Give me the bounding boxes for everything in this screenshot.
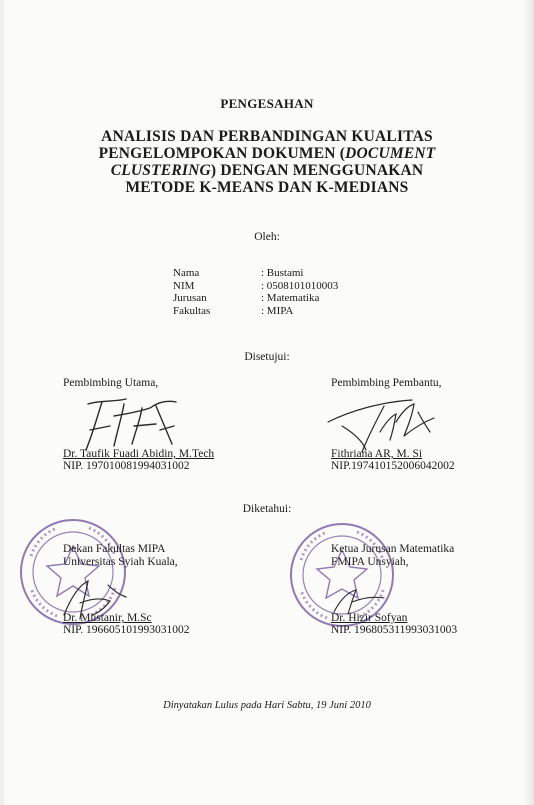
dean-role-line2: Universitas Syiah Kuala, [63, 556, 178, 568]
head-of-department-nip: NIP. 196805311993031003 [331, 624, 458, 636]
dean-nip: NIP. 196605101993031002 [63, 624, 190, 636]
supervisor-assistant-signature [322, 392, 442, 456]
by-label: Oleh: [254, 231, 280, 243]
supervisor-main-nip: NIP. 197010081994031002 [63, 460, 190, 472]
head-of-department-name: Dr. Hizir Sofyan [331, 612, 408, 624]
supervisor-main-name: Dr. Taufik Fuadi Abidin, M.Tech [63, 448, 215, 460]
supervisor-assistant-name: Fithriana AR, M. Si [331, 448, 423, 460]
thesis-title [60, 128, 474, 196]
head-of-department-role-line1: Ketua Jurusan Matematika [331, 543, 455, 555]
title-line: PENGELOMPOKAN DOKUMEN (DOCUMENT [98, 145, 436, 162]
paper-edge-left [0, 0, 4, 805]
info-row-nim: NIM : 0508101010003 [173, 279, 339, 292]
title-line: ANALISIS DAN PERBANDINGAN KUALITAS [101, 128, 433, 145]
student-info [173, 267, 338, 317]
info-row-department: Jurusan : Matematika [173, 292, 320, 304]
title-line: METODE K-MEANS DAN K-MEDIANS [125, 179, 409, 196]
info-row-faculty: Fakultas : MIPA [173, 304, 294, 317]
paper-edge-right [524, 0, 534, 805]
head-of-department-role-line2: FMIPA Unsyiah, [331, 556, 409, 568]
approved-label: Disetujui: [244, 351, 290, 363]
page-heading: PENGESAHAN [220, 96, 314, 111]
acknowledged-label: Diketahui: [242, 503, 292, 515]
info-row-name: Nama : Bustami [173, 267, 304, 279]
dean-name: Dr. Mustanir, M.Sc [63, 612, 152, 624]
graduation-statement: Dinyatakan Lulus pada Hari Sabtu, 19 Juni 2010 [163, 700, 371, 711]
supervisor-assistant-nip: NIP.197410152006042002 [331, 460, 455, 472]
supervisor-main-role: Pembimbing Utama, [63, 377, 159, 389]
supervisor-assistant-role: Pembimbing Pembantu, [331, 377, 442, 389]
dean-role-line1: Dekan Fakultas MIPA [63, 543, 166, 555]
supervisor-main-signature [80, 396, 190, 454]
title-line: CLUSTERING) DENGAN MENGGUNAKAN [110, 162, 424, 179]
